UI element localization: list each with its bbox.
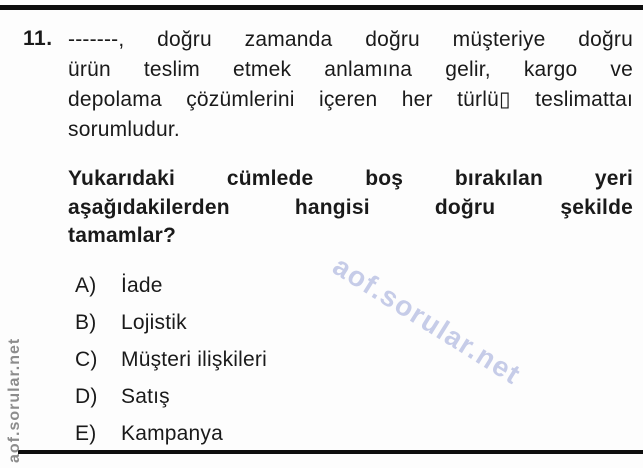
question-prompt-line: Yukarıdaki cümlede boş bırakılan yeri xyxy=(68,167,633,190)
option-e xyxy=(75,422,267,459)
option-c xyxy=(75,348,267,385)
option-letter: B) xyxy=(75,311,97,334)
option-letter: C) xyxy=(75,348,98,371)
question-prompt-line: tamamlar? xyxy=(68,224,177,247)
question-body xyxy=(68,25,633,145)
option-letter: E) xyxy=(75,422,97,445)
question-number: 11. xyxy=(23,27,53,50)
question-prompt-line: aşağıdakilerden hangisi doğru şekilde xyxy=(68,195,633,219)
question-body-line: -------, doğru zamanda doğru müşteriye doğru xyxy=(68,28,633,51)
option-text: Lojistik xyxy=(121,311,187,334)
option-d xyxy=(75,385,267,422)
question-body-line: ürün teslim etmek anlamına gelir, kargo ve xyxy=(68,58,633,81)
option-text: Satış xyxy=(121,385,170,408)
option-letter: A) xyxy=(75,274,97,297)
question-body-line: depolama çözümlerini içeren her türlü▯ teslimattaı xyxy=(68,88,633,111)
vertical-watermark: aof.sorular.net xyxy=(6,337,23,463)
option-letter: D) xyxy=(75,385,98,408)
question-body-line: sorumludur. xyxy=(68,118,180,141)
diagonal-watermark: aof.sorular.net xyxy=(327,250,527,391)
option-a xyxy=(75,274,267,311)
option-text: Kampanya xyxy=(121,422,223,445)
option-b xyxy=(75,311,267,348)
question-prompt xyxy=(68,165,633,251)
option-text: İade xyxy=(121,274,163,297)
options-list xyxy=(75,274,267,459)
top-scan-line xyxy=(0,5,643,10)
option-text: Müşteri ilişkileri xyxy=(121,348,267,371)
